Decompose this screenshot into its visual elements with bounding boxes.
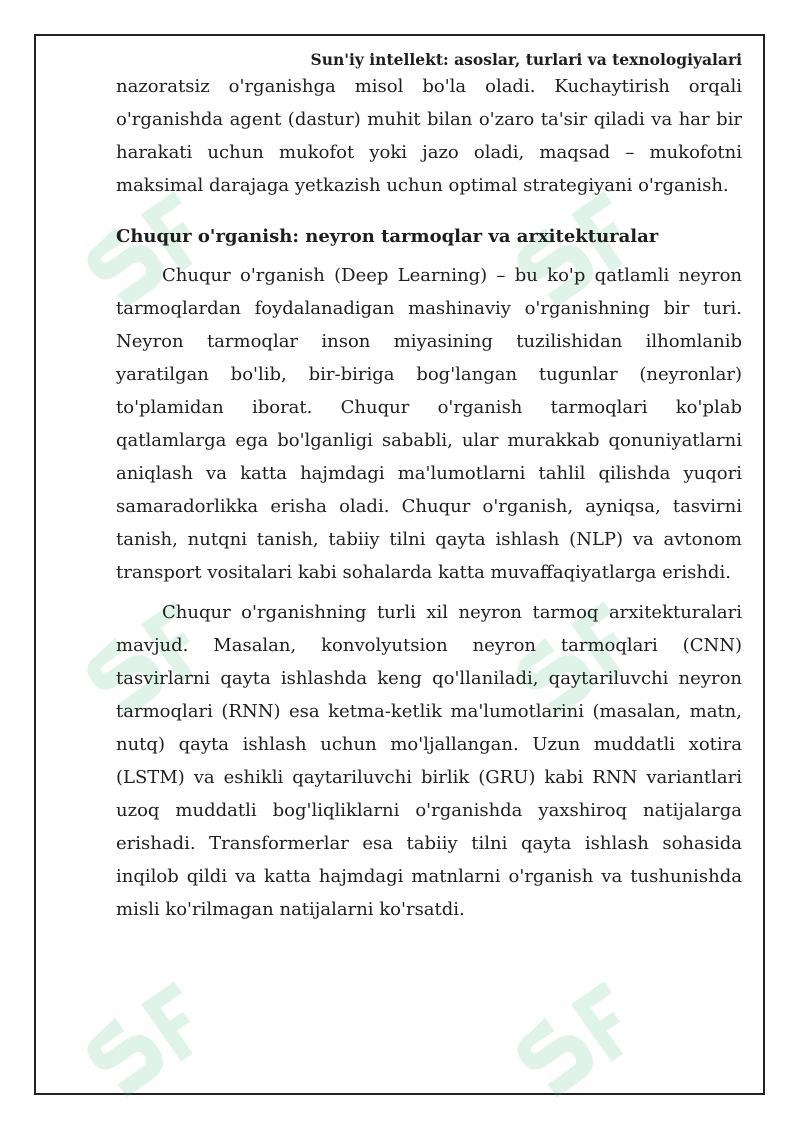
paragraph-architectures: Chuqur o'rganishning turli xil neyron tarmoq arxitekturalari mavjud. Masalan, konvolyutsion neyron tarmoqlari (CNN) tasvirlarni qayta ishlashda keng qo'llaniladi, qaytariluvchi neyron tarmoqlari (RNN) esa ketma-ketlik ma'lumotlarini (masalan, matn, nutq) qayta ishlash uchun mo'ljallangan. Uzun muddatli xotira (LSTM) va eshikli qaytariluvchi birlik (GRU) kabi RNN variantlari uzoq muddatli bog'liqliklarni o'rganishda yaxshiroq natijalarga erishadi. Transformerlar esa tabiiy tilni qayta ishlash sohasida inqilob qildi va katta hajmdagi matnlarni o'rganish va tushunishda misli ko'rilmagan natijalarni ko'rsatdi. bbox=[116, 602, 742, 920]
section-heading: Chuqur o'rganish: neyron tarmoqlar va arxitekturalar bbox=[116, 226, 659, 247]
paragraph-deep-learning: Chuqur o'rganish (Deep Learning) – bu ko'p qatlamli neyron tarmoqlardan foydalanadigan mashinaviy o'rganishning bir turi. Neyron tarmoqlar inson miyasining tuzilishidan ilhomlanib yaratilgan bo'lib, bir-biriga bog'langan tugunlar (neyronlar) to'plamidan iborat. Chuqur o'rganish tarmoqlari ko'plab qatlamlarga ega bo'lganligi sababli, ular murakkab qonuniyatlarni aniqlash va katta hajmdagi ma'lumotlarni tahlil qilishda yuqori samaradorlikka erisha oladi. Chuqur o'rganish, ayniqsa, tasvirni tanish, nutqni tanish, tabiiy tilni qayta ishlash (NLP) va avtonom transport vositalari kabi sohalarda katta muvaffaqiyatlarga erishdi. bbox=[116, 265, 742, 583]
document-body bbox=[116, 70, 742, 926]
running-header: Sun'iy intellekt: asoslar, turlari va texnologiyalari bbox=[310, 50, 742, 69]
paragraph-intro: nazoratsiz o'rganishga misol bo'la oladi. Kuchaytirish orqali o'rganishda agent (dastur) muhit bilan o'zaro ta'sir qiladi va har bir harakati uchun mukofot yoki jazo oladi, maqsad – mukofotni maksimal darajaga yetkazish uchun optimal strategiyani o'rganish. bbox=[116, 76, 742, 196]
